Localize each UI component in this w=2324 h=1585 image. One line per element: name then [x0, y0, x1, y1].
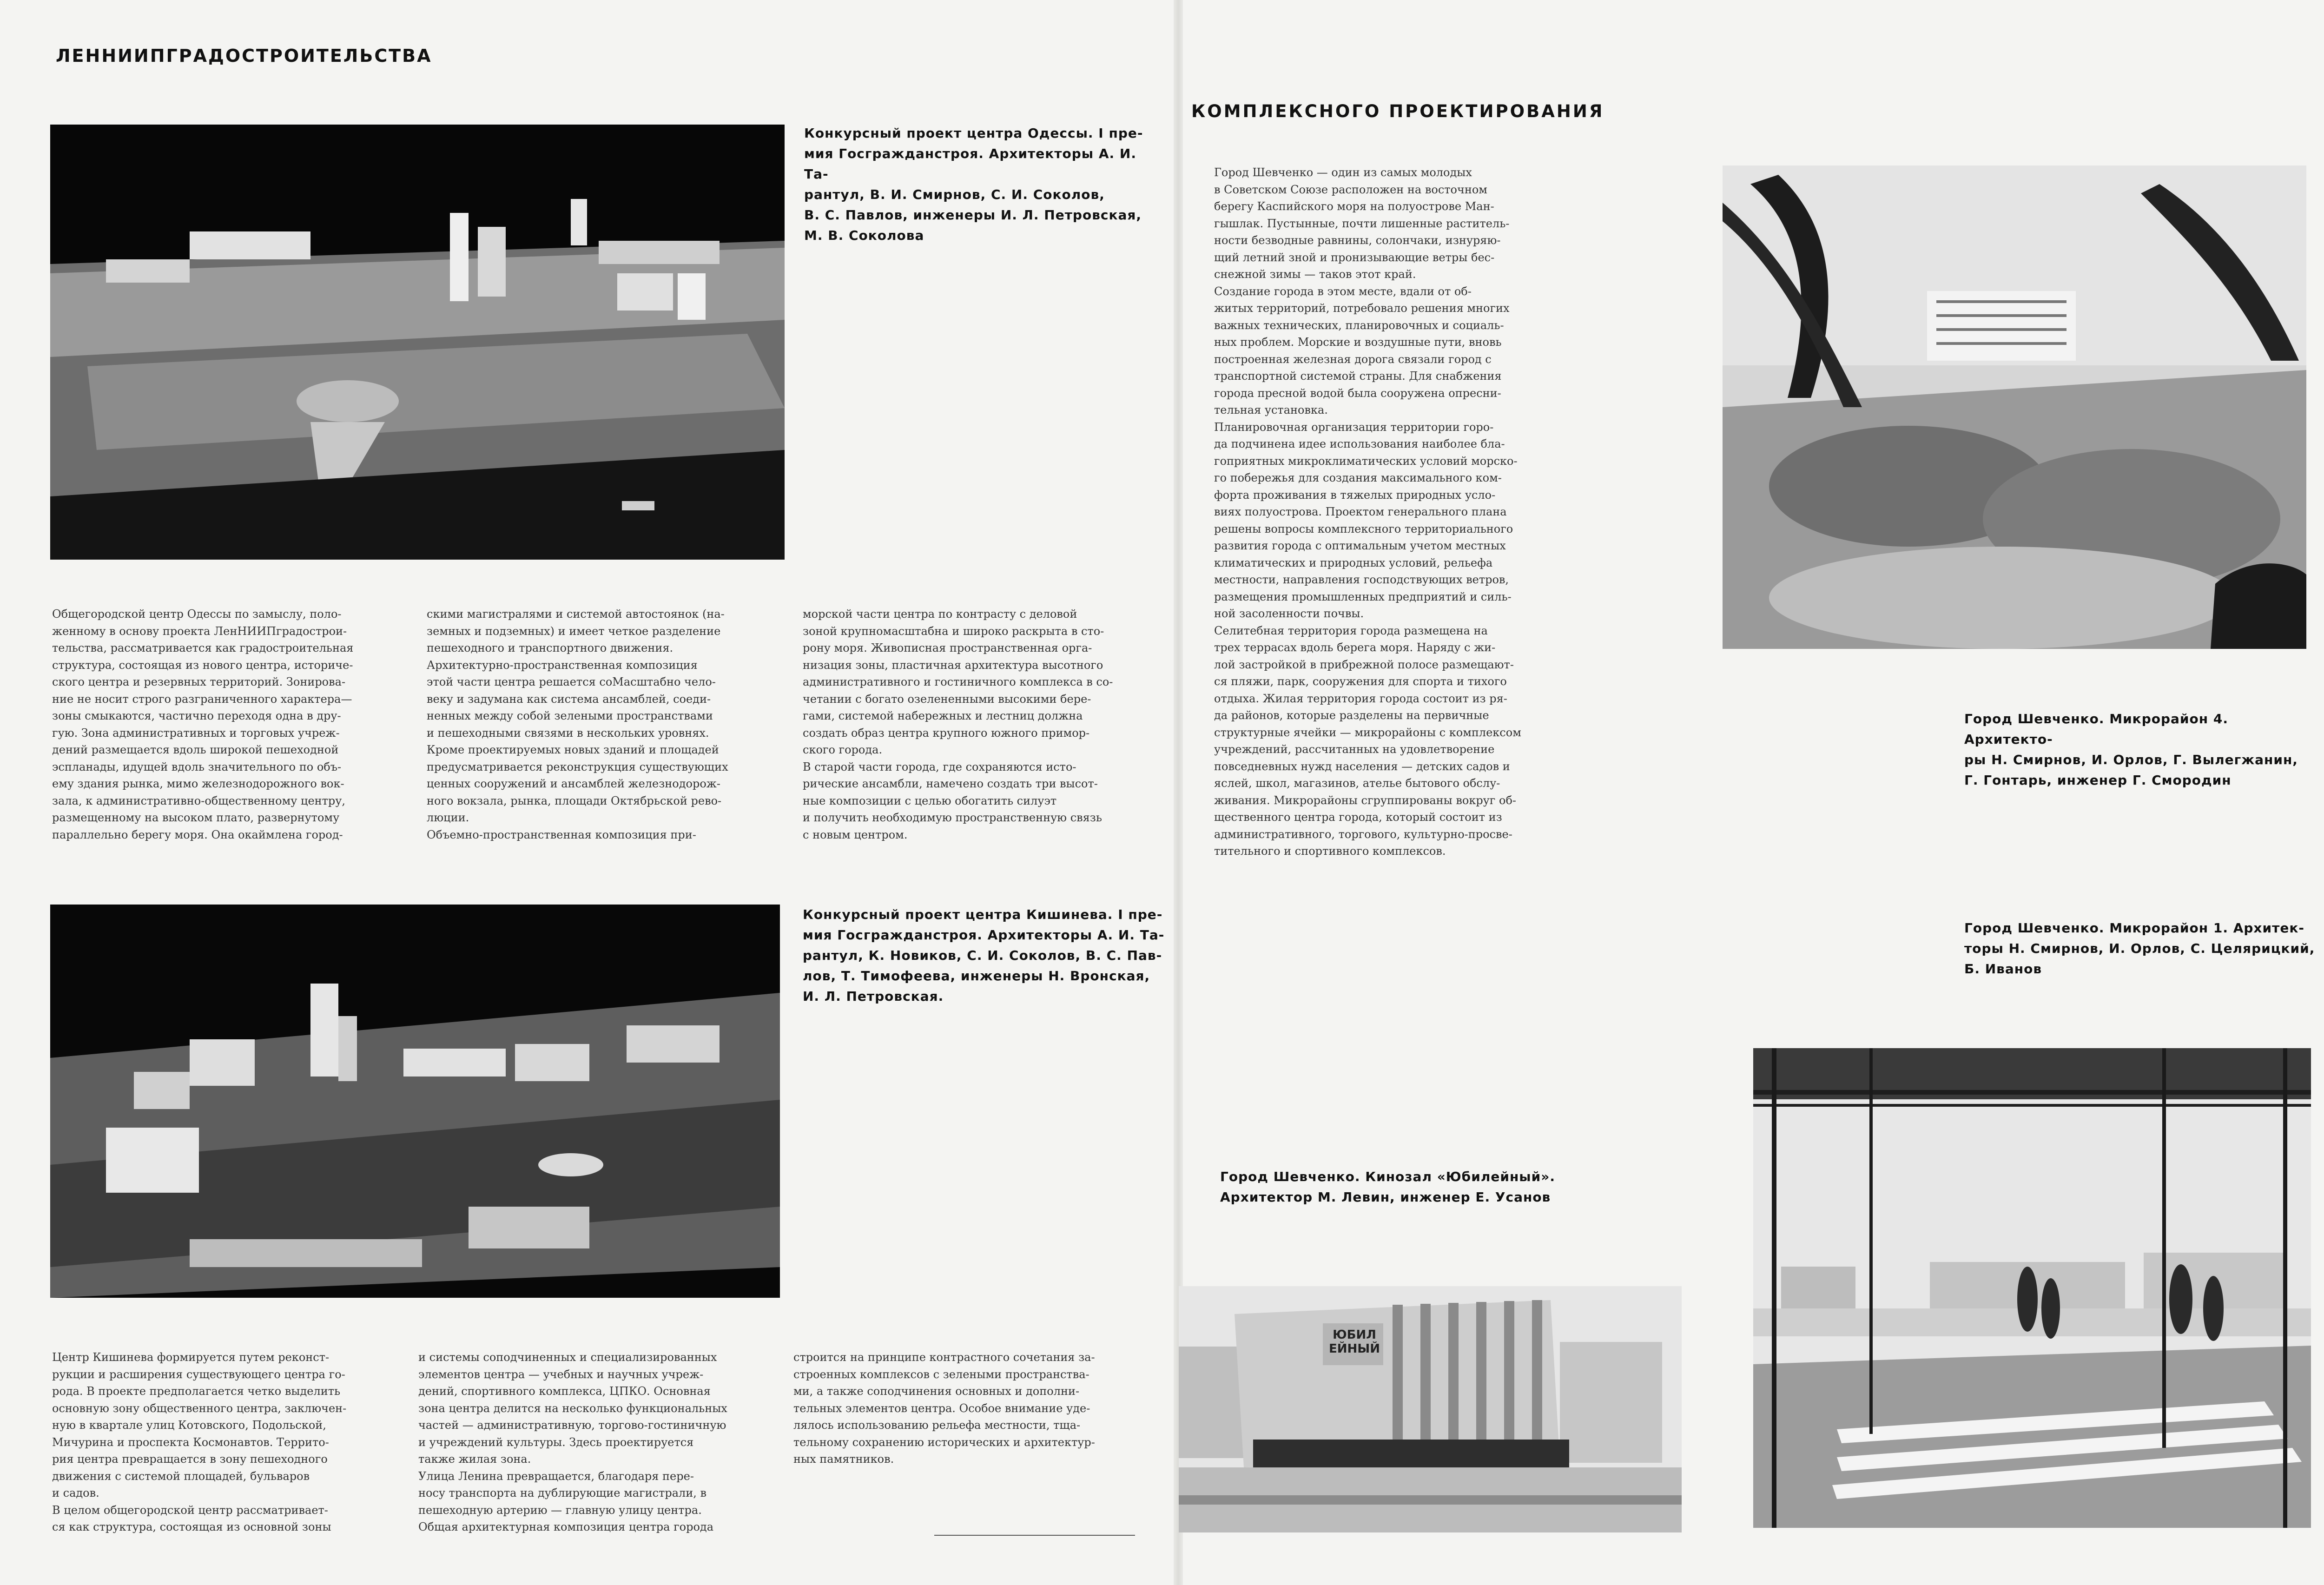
- kishinev-text-col-1: Центр Кишинева формируется путем реконст- рукции и расширения существующего центра го- рода. В проекте предполагается четко выделить основную зону общественного центра, заключен- ную в квартале улиц Котовского, Подольской, Мичурина и проспекта Космонавтов. Террито- рия центра превращается в зону пешеходного движения с системой площадей, бульваров и садов. В целом общегородской центр рассматривает- ся как структура, состоящая из основной зоны: [52, 1351, 347, 1533]
- shevchenko-body-text: Город Шевченко — один из самых молодых в Советском Союзе расположен на восточном берегу Каспийского моря на полуострове Ман- гышлак. Пустынные, почти лишенные раститель- ности безводные равнины, солончаки, изнуряю- щий летний зной и пронизывающие ветры бес- снежной зимы — таков этот край. Создание города в этом месте, вдали от об- житых территорий, потребовало решения многих важных технических, планировочных и социаль- ных проблем. Морские и воздушные пути, вновь построенная железная дорога связали город с транспортной системой страны. Для снабжения города пресной водой была сооружена опресни- тельная установка. Планировочная организация территории горо- да подчинена идее использования наиболее бла- гоприятных микроклиматических условий морско- го побережья для создания максимального ком- форта проживания в тяжелых природных усло- виях полуострова. Проектом генерального плана решены вопросы комплексного территориального развития города с оптимальным учетом местных климатических и природных условий, рельефа местности, направления господствующих ветров, размещения промышленных предприятий и силь- ной засоленности почвы. Селитебная территория города размещена на трех террасах вдоль берега моря. Наряду с жи- лой застройкой в прибрежной полосе размещают- ся пляжи, парк, сооружения для спорта и тихого отдыха. Жилая территория города состоит из ря- да районов, которые разделены на первичные структурные ячейки — микрорайоны с комплексом учреждений, рассчитанных на удовлетворение повседневных нужд населения — детских садов и яслей, школ, магазинов, ателье бытового обслу- живания. Микрорайоны сгруппированы вокруг об- щественного центра города, который состоит из административного, торгового, культурно-просве- тительного и спортивного комплексов.: [1214, 166, 1521, 858]
- kishinev-model-photo: [50, 905, 780, 1298]
- microdistrict-4-photo: [1723, 165, 2306, 649]
- microdistrict-1-photo: [1753, 1048, 2311, 1528]
- kishinev-text-col-3: строится на принципе контрастного сочетания за- строенных комплексов с зелеными пространства- ми, а также соподчинения основных и дополни- тельных элементов центра. Особое внимание уде- лялось использованию рельефа местности, тща- тельному сохранению исторических и архитектур- ных памятников.: [793, 1351, 1095, 1466]
- odessa-caption: Конкурсный проект центра Одессы. I пре- мия Госгражданстроя. Архитекторы А. И. Та- рантул, В. И. Смирнов, С. И. Соколов, В. С. Павлов, инженеры И. Л. Петровская, М. В. Соколова: [804, 125, 1143, 243]
- left-page-header: ЛЕННИИПГРАДОСТРОИТЕЛЬСТВА: [56, 46, 432, 66]
- odessa-model-photo: [50, 125, 785, 560]
- microdistrict-1-caption: Город Шевченко. Микрорайон 1. Архитек- торы Н. Смирнов, И. Орлов, С. Целярицкий, Б. Иванов: [1964, 920, 2315, 977]
- microdistrict-4-caption: Город Шевченко. Микрорайон 4. Архитекто- ры Н. Смирнов, И. Орлов, Г. Вылегжанин, Г. Гонтарь, инженер Г. Смородин: [1964, 711, 2298, 788]
- kishinev-caption: Конкурсный проект центра Кишинева. I пре- мия Госгражданстроя. Архитекторы А. И. Та- рантул, К. Новиков, С. И. Соколов, В. С. Пав- лов, Т. Тимофеева, инженеры Н. Вронская, И. Л. Петровская.: [803, 907, 1165, 1004]
- right-page-header: КОМПЛЕКСНОГО ПРОЕКТИРОВАНИЯ: [1191, 101, 1604, 121]
- cinema-sign-text: ЮБИЛ ЕЙНЫЙ: [1329, 1328, 1380, 1356]
- cinema-caption: Город Шевченко. Кинозал «Юбилейный». Архитектор М. Левин, инженер Е. Усанов: [1220, 1169, 1555, 1205]
- cinema-photo: [1179, 1286, 1682, 1532]
- odessa-text-col-3: морской части центра по контрасту с деловой зоной крупномасштабна и широко раскрыта в сто- рону моря. Живописная пространственная орга- низация зоны, пластичная архитектура высотного административного и гостиничного комплекса в со- четании с богато озелененными высокими бере- гами, системой набережных и лестниц должна создать образ центра крупного южного примор- ского города. В старой части города, где сохраняются исто- рические ансамбли, намечено создать три высот- ные композиции с целью обогатить силуэт и получить необходимую пространственную связь с новым центром.: [803, 608, 1113, 841]
- odessa-text-col-2: скими магистралями и системой автостоянок (на- земных и подземных) и имеет четкое разделение пешеходного и транспортного движения. Архитектурно-пространственная композиция этой части центра решается соМасштабно чело- веку и задумана как система ансамблей, соеди- ненных между собой зелеными пространствами и пешеходными связями в нескольких уровнях. Кроме проектируемых новых зданий и площадей предусматривается реконструкция существующих ценных сооружений и ансамблей железнодорож- ного вокзала, рынка, площади Октябрьской рево- люции. Объемно-пространственная композиция при-: [427, 608, 728, 841]
- kishinev-text-col-2: и системы соподчиненных и специализированных элементов центра — учебных и научных учреж- дений, спортивного комплекса, ЦПКО. Основная зона центра делится на несколько функциональных частей — административную, торгово-гостиничную и учреждений культуры. Здесь проектируется также жилая зона. Улица Ленина превращается, благодаря пере- носу транспорта на дублирующие магистрали, в пешеходную артерию — главную улицу центра. Общая архитектурная композиция центра города: [418, 1351, 727, 1533]
- odessa-text-col-1: Общегородской центр Одессы по замыслу, поло- женному в основу проекта ЛенНИИПградострои- тельства, рассматривается как градостроительная структура, состоящая из нового центра, историче- ского центра и резервных территорий. Зонирова- ние не носит строго разграниченного характера— зоны смыкаются, частично переходя одна в дру- гую. Зона административных и торговых учреж- дений размещается вдоль широкой пешеходной эспланады, идущей вдоль значительного по объ- ему здания рынка, мимо железнодорожного вок- зала, к административно-общественному центру, размещенному на высоком плато, развернутому параллельно берегу моря. Она окаймлена город-: [52, 608, 354, 841]
- bottom-rule: [934, 1535, 1135, 1536]
